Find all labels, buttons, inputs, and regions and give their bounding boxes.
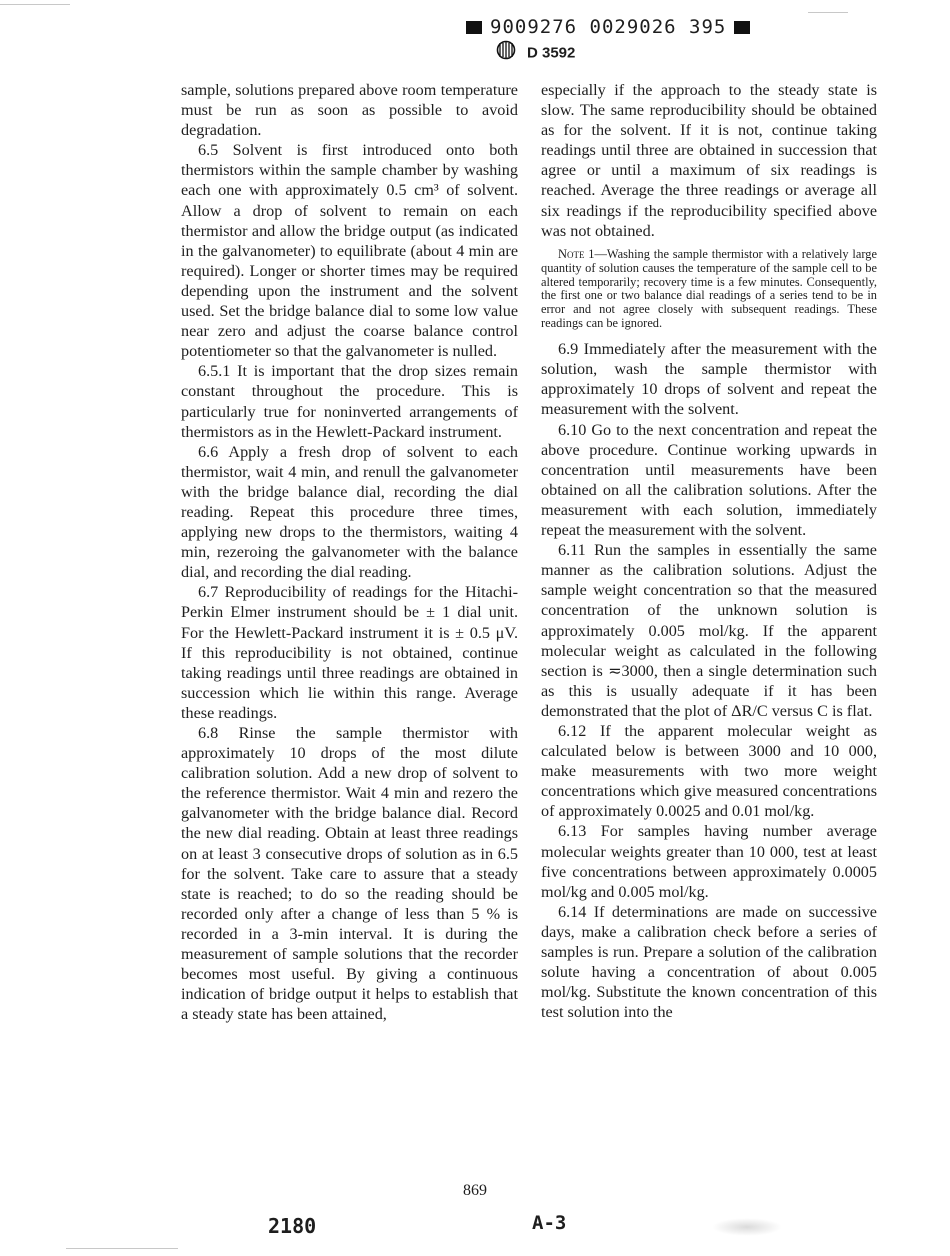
top-right-rule	[808, 12, 848, 13]
right-column	[541, 80, 877, 1022]
paragraph: especially if the approach to the steady state is slow. The same reproducibility should be obtained as for the solvent. If it is not, continue taking readings until three are obtained in succession that agree or until a maximum of six readings is reached. Average the three readings or average all six readings if the reproducibility specified above was not obtained.	[541, 81, 877, 240]
left-column	[181, 80, 518, 1024]
scan-smudge	[712, 1218, 782, 1236]
note-label: Note 1	[558, 246, 595, 261]
note-1	[541, 248, 877, 331]
top-left-rule	[0, 4, 70, 5]
paragraph: 6.6 Apply a fresh drop of solvent to each thermistor, wait 4 min, and renull the galvanometer with the bridge balance dial, recording the dial reading. Repeat this procedure three times, applying new drops to the thermistors, waiting 4 min, rezeroing the galvanometer with the balance dial, and recording the dial reading.	[181, 442, 518, 582]
standard-number: D 3592	[527, 44, 576, 62]
footer-stamp-right: A-3	[532, 1212, 567, 1234]
paragraph: 6.13 For samples having number average molecular weights greater than 10 000, test at least five concentrations between approximately 0.0005 mol/kg and 0.005 mol/kg.	[541, 822, 877, 901]
page-number: 869	[463, 1182, 487, 1199]
paragraph: 6.8 Rinse the sample thermistor with approximately 10 drops of the most dilute calibration solution. Add a new drop of solvent to the reference thermistor. Wait 4 min and rezero the galvanometer with the bridge balance dial. Record the new dial reading. Obtain at least three readings on at least 3 consecutive drops of solution as in 6.5 for the solvent. Take care to assure that a steady state is reached; to do so the reading should be recorded only after a change of less than 5 % is recorded in a 3-min interval. It is during the measurement of sample solutions that the recorder becomes most useful. By giving a continuous indication of bridge output it helps to establish that a steady state has been attained,	[181, 724, 518, 1024]
paragraph: 6.7 Reproducibility of readings for the Hitachi-Perkin Elmer instrument should be ± 1 dial unit. For the Hewlett-Packard instrument it is ± 0.5 μV. If this reproducibility is not obtained, continue taking readings until three readings are obtained in succession which lie within this range. Average these readings.	[181, 583, 518, 722]
bottom-left-rule	[66, 1248, 178, 1249]
paragraph: 6.5 Solvent is first introduced onto both thermistors within the sample chamber by washing each one with approximately 0.5 cm³ of solvent. Allow a drop of solvent to remain on each thermistor and allow the bridge output (as indicated in the galvanometer) to equilibrate (about 4 min are required). Longer or shorter times may be required depending upon the instrument and the solvent used. Set the bridge balance dial to some low value near zero and adjust the coarse balance control potentiometer so that the galvanometer is nulled.	[181, 141, 518, 361]
paragraph: 6.14 If determinations are made on successive days, make a calibration check before a series of samples is run. Prepare a solution of the calibration solute having a concentration of about 0.005 mol/kg. Substitute the known concentration of this test solution into the	[541, 902, 877, 1022]
header-bar-left	[466, 21, 482, 34]
astm-logo-icon	[495, 40, 517, 67]
standard-designation	[495, 40, 575, 62]
note-text: —Washing the sample thermistor with a relatively large quantity of solution causes the temperature of the sample cell to be altered temporarily; recovery time is a few minutes. Consequently, the first one or two balance dial readings of a series tend to be in error and not agree closely with subsequent readings. These readings can be ignored.	[541, 246, 877, 331]
header-code-line	[458, 14, 758, 40]
paragraph: 6.10 Go to the next concentration and repeat the above procedure. Continue working upwards in concentration until measurements have been obtained on all the calibration solutions. After the measurement with each solution, immediately repeat the measurement with the solvent.	[541, 420, 877, 540]
paragraph: 6.5.1 It is important that the drop sizes remain constant throughout the procedure. This is particularly true for noninverted arrangements of thermistors as in the Hewlett-Packard instrument.	[181, 362, 518, 441]
paragraph: 6.9 Immediately after the measurement with the solution, wash the sample thermistor with approximately 10 drops of solvent and repeat the measurement with the solvent.	[541, 340, 877, 419]
header-bar-right	[734, 21, 750, 34]
paragraph: 6.11 Run the samples in essentially the same manner as the calibration solutions. Adjust the sample weight concentration so that the measured concentration of the unknown solution is approximately 0.005 mol/kg. If the apparent molecular weight as calculated in the following section is ≂3000, then a single determination such as this is usually adequate if it has been demonstrated that the plot of ΔR/C versus C is flat.	[541, 541, 877, 720]
paragraph: 6.12 If the apparent molecular weight as calculated below is between 3000 and 10 000, make measurements with two more weight concentrations which give measured concentrations of approximately 0.0025 and 0.01 mol/kg.	[541, 721, 877, 821]
paragraph: sample, solutions prepared above room temperature must be run as soon as possible to avoid degradation.	[181, 81, 518, 140]
footer-stamp-left: 2180	[268, 1214, 317, 1238]
header-code: 9009276 0029026 395	[490, 16, 727, 38]
